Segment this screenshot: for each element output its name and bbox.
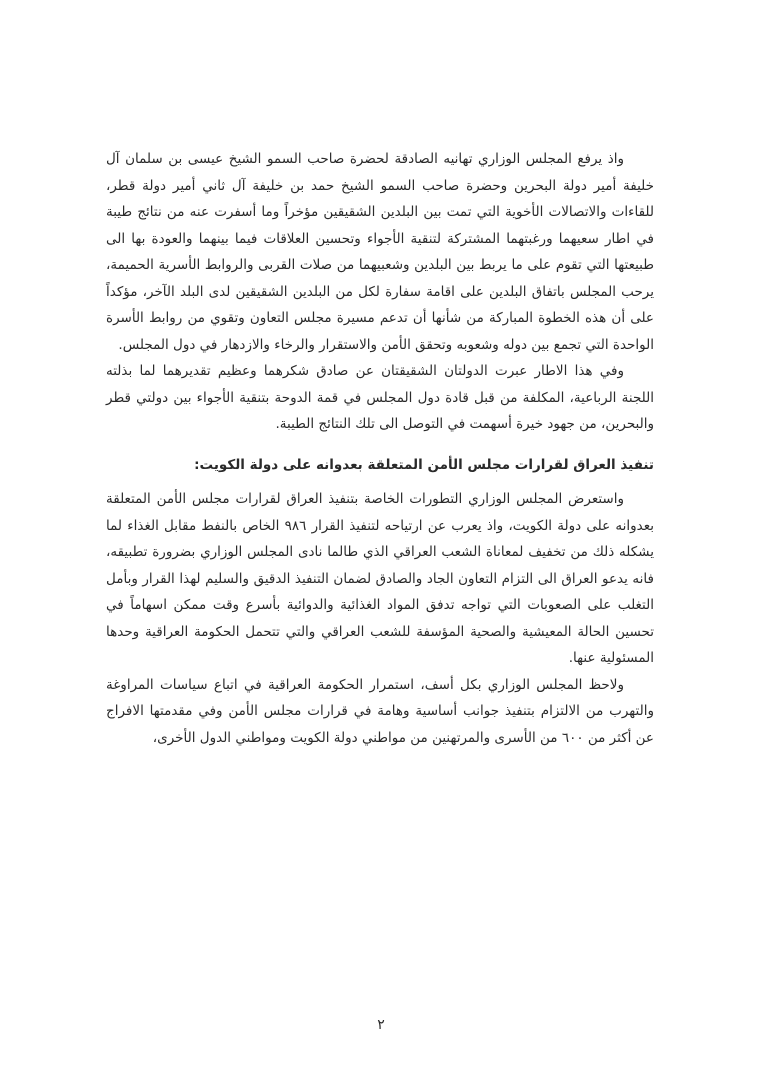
- page-number: ٢: [377, 1017, 385, 1033]
- text-block: [106, 146, 654, 751]
- paragraph-quartet-committee: وفي هذا الاطار عبرت الدولتان الشقيقتان عن صادق شكرهما وعظيم تقديرهما لما بذلته اللجنة الرباعية، المكلفة من قبل قادة دول المجلس في قمة الدوحة بتنقية الأجواء بين دولتي قطر والبحرين، من جهود خيرة أسهمت في التوصل الى تلك النتائج الطيبة.: [106, 363, 654, 432]
- paragraph-congratulations: واذ يرفع المجلس الوزاري تهانيه الصادقة لحضرة صاحب السمو الشيخ عيسى بن سلمان آل خليفة أمير دولة البحرين وحضرة صاحب السمو الشيخ حمد بن خليفة آل ثاني أمير دولة قطر، للقاءات والاتصالات الأخوية التي تمت بين البلدين الشقيقين مؤخراً وما أسفرت عنه من نتائج طيبة في اطار سعيهما ورغبتهما المشتركة لتنقية الأجواء وتحسين العلاقات فيما بينهما والعودة بها الى طبيعتها التي تقوم على ما يربط بين البلدين وشعبيهما من صلات القربى والروابط الأسرية الحميمة، يرحب المجلس باتفاق البلدين على اقامة سفارة لكل من البلدين الشقيقين لدى البلد الآخر، مؤكداً على أن هذه الخطوة المباركة من شأنها أن تدعم مسيرة مجلس التعاون وتقوي من روابط الأسرة الواحدة التي تجمع بين دوله وشعوبه وتحقق الأمن والاستقرار والرخاء والازدهار في دول المجلس.: [106, 151, 654, 353]
- paragraph-iraq-evasion: ولاحظ المجلس الوزاري بكل أسف، استمرار الحكومة العراقية في اتباع سياسات المراوغة والتهرب من الالتزام بتنفيذ جوانب أساسية وهامة في قرارات مجلس الأمن وفي مقدمتها الافراج عن أكثر من ٦٠٠ من الأسرى والمرتهنين من مواطني دولة الكويت ومواطني الدول الأخرى،: [106, 676, 654, 746]
- section-heading-iraq-resolutions: تنفيذ العراق لقرارات مجلس الأمن المتعلقة بعدوانه على دولة الكويت:: [194, 456, 654, 473]
- paragraph-resolution-986: واستعرض المجلس الوزاري التطورات الخاصة بتنفيذ العراق لقرارات مجلس الأمن المتعلقة بعدوانه على دولة الكويت، واذ يعرب عن ارتياحه لتنفيذ القرار ٩٨٦ الخاص بالنفط مقابل الغذاء لما يشكله ذلك من تخفيف لمعاناة الشعب العراقي الذي طالما نادى المجلس الوزاري بضرورة تطبيقه، فانه يدعو العراق الى التزام التعاون الجاد والصادق لضمان التنفيذ الدقيق والسليم لهذا القرار وبأمل التغلب على الصعوبات التي تواجه تدفق المواد الغذائية والدوائية بأسرع وقت ممكن اسهاماً في تحسين الحالة المعيشية والصحية المؤسفة للشعب العراقي والتي تتحمل الحكومة العراقية وحدها المسئولية عنها.: [106, 491, 655, 666]
